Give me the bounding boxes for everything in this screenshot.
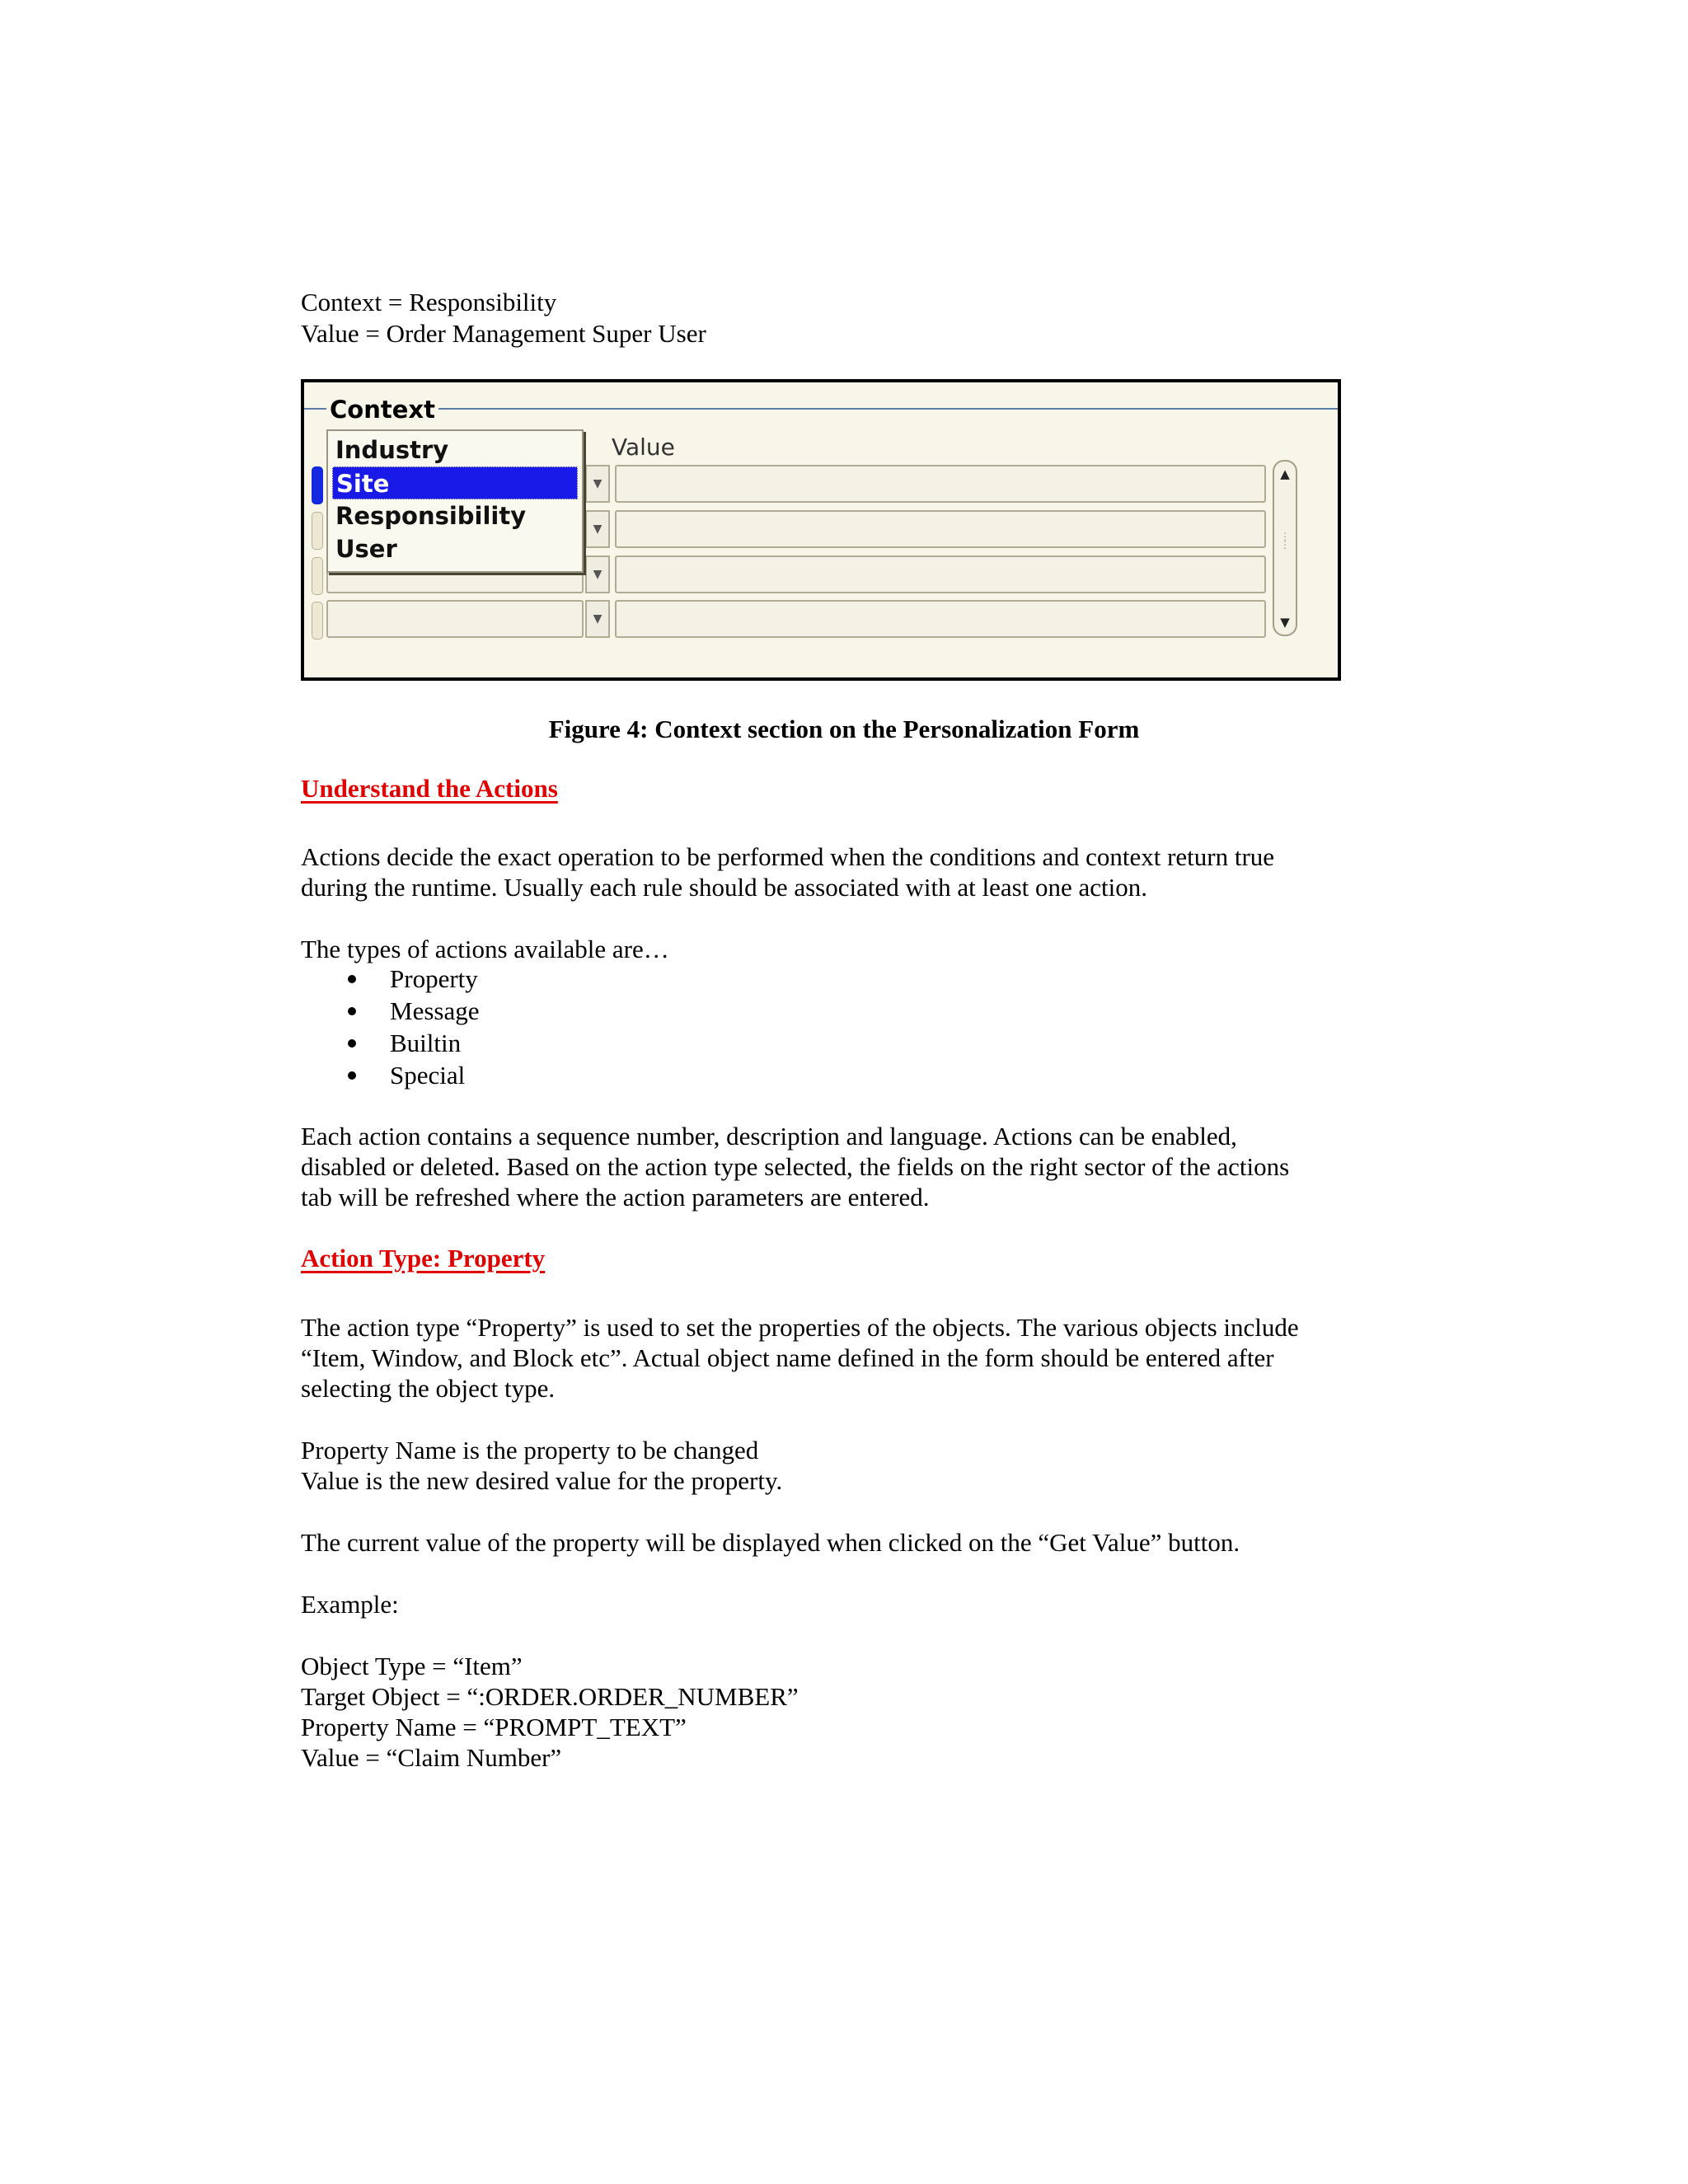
list-item: Property — [301, 963, 479, 995]
context-field-4[interactable] — [326, 600, 584, 638]
each-action-line-3: tab will be refreshed where the action parameters are entered. — [301, 1183, 930, 1212]
list-item: Builtin — [301, 1027, 479, 1059]
action-types-list — [301, 963, 479, 1091]
example-label: Example: — [301, 1590, 399, 1619]
property-para-line-2: “Item, Window, and Block etc”. Actual object name defined in the form should be entered after — [301, 1343, 1274, 1372]
dropdown-option-industry[interactable]: Industry — [335, 436, 449, 464]
value-line: Value = Order Management Super User — [301, 319, 706, 348]
context-section-label: Context — [326, 396, 438, 424]
context-dropdown-list[interactable] — [326, 429, 584, 573]
actions-para-line-1: Actions decide the exact operation to be performed when the conditions and context return true — [301, 842, 1275, 871]
context-form-screenshot — [301, 379, 1341, 681]
section-divider — [304, 408, 1338, 410]
value-field-3[interactable] — [615, 555, 1266, 593]
vertical-scrollbar[interactable] — [1273, 460, 1297, 636]
row-indicator-4[interactable] — [312, 602, 323, 640]
property-name-line: Property Name is the property to be changed — [301, 1436, 759, 1465]
example-property-name: Property Name = “PROMPT_TEXT” — [301, 1713, 687, 1741]
chevron-down-icon[interactable]: ▼ — [585, 465, 610, 503]
figure-caption: Figure 4: Context section on the Personalization Form — [548, 715, 1140, 743]
get-value-line: The current value of the property will be displayed when clicked on the “Get Value” button. — [301, 1528, 1240, 1557]
context-line: Context = Responsibility — [301, 288, 557, 316]
types-intro: The types of actions available are… — [301, 935, 669, 963]
scroll-down-icon[interactable]: ▼ — [1280, 615, 1290, 630]
dropdown-option-site[interactable]: Site — [332, 466, 578, 499]
value-field-1[interactable] — [615, 465, 1266, 503]
example-target-object: Target Object = “:ORDER.ORDER_NUMBER” — [301, 1682, 799, 1711]
chevron-down-icon[interactable]: ▼ — [585, 600, 610, 638]
property-para-line-1: The action type “Property” is used to set the properties of the objects. The various objects include — [301, 1313, 1299, 1342]
property-value-line: Value is the new desired value for the property. — [301, 1466, 783, 1495]
value-column-label: Value — [612, 434, 675, 461]
chevron-down-icon[interactable]: ▼ — [585, 555, 610, 593]
list-item: Message — [301, 995, 479, 1027]
chevron-down-icon[interactable]: ▼ — [585, 510, 610, 548]
actions-para-line-2: during the runtime. Usually each rule should be associated with at least one action. — [301, 873, 1148, 902]
dropdown-option-user[interactable]: User — [335, 535, 397, 563]
scroll-grip-icon: ⋮ ⋮ — [1280, 531, 1290, 551]
row-indicator-2[interactable] — [312, 512, 323, 550]
action-type-property-heading[interactable]: Action Type: Property — [301, 1244, 546, 1272]
row-indicator-3[interactable] — [312, 557, 323, 595]
each-action-line-1: Each action contains a sequence number, description and language. Actions can be enabled, — [301, 1122, 1237, 1151]
list-item: Special — [301, 1059, 479, 1091]
value-field-4[interactable] — [615, 600, 1266, 638]
property-para-line-3: selecting the object type. — [301, 1374, 556, 1403]
each-action-line-2: disabled or deleted. Based on the action type selected, the fields on the right sector of the actions — [301, 1152, 1290, 1181]
dropdown-option-responsibility[interactable]: Responsibility — [335, 502, 527, 530]
example-value: Value = “Claim Number” — [301, 1743, 562, 1772]
example-object-type: Object Type = “Item” — [301, 1652, 523, 1680]
value-field-2[interactable] — [615, 510, 1266, 548]
row-indicator-1[interactable] — [312, 466, 323, 504]
understand-actions-heading[interactable]: Understand the Actions — [301, 774, 558, 803]
scroll-up-icon[interactable]: ▲ — [1280, 466, 1290, 481]
